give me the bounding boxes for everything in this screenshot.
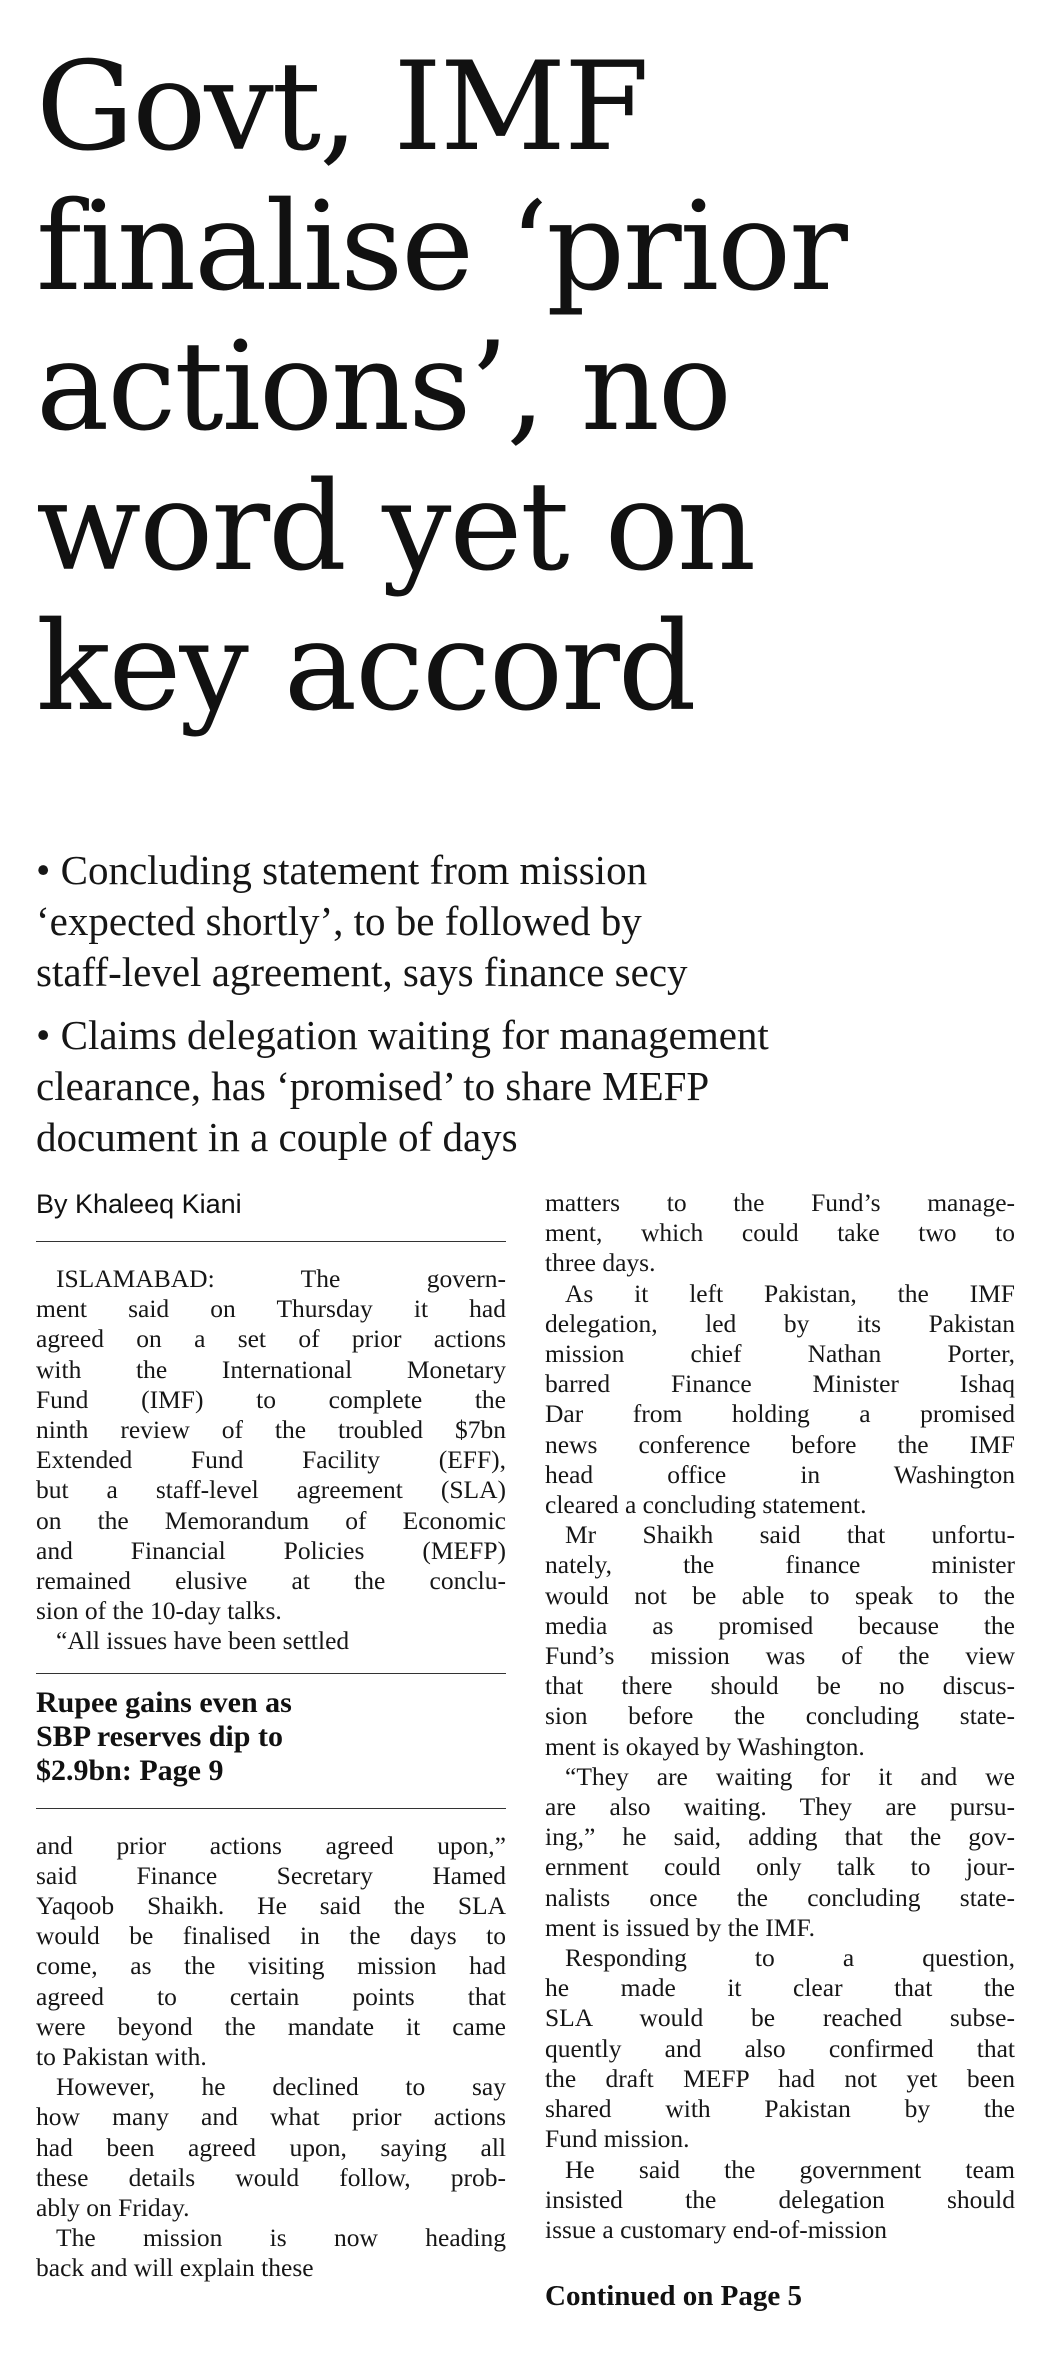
text-line: ernment could only talk to jour- — [545, 1852, 1015, 1882]
text-line: Fund (IMF) to complete the — [36, 1384, 506, 1414]
text-line: but a staff-level agreement (SLA) — [36, 1475, 506, 1505]
paragraph-2-start — [36, 1626, 506, 1656]
paragraph-2-continued — [36, 1831, 506, 2073]
text-line: had been agreed upon, saying all — [36, 2132, 506, 2162]
text-line: $2.9bn: Page 9 — [36, 1753, 224, 1787]
paragraph-6 — [545, 1520, 1015, 1762]
text-line: ment said on Thursday it had — [36, 1294, 506, 1324]
text-line: ‘expected shortly’, to be followed by — [36, 898, 642, 944]
text-line: he made it clear that the — [545, 1973, 1015, 2003]
text-line: SBP reserves dip to — [36, 1719, 283, 1753]
paragraph-4 — [36, 2223, 506, 2283]
text-line: clearance, has ‘promised’ to share MEFP — [36, 1063, 710, 1109]
text-line: delegation, led by its Pakistan — [545, 1308, 1015, 1338]
text-line: matters to the Fund’s manage- — [545, 1188, 1015, 1217]
text-line: • Claims delegation waiting for management — [36, 1012, 769, 1058]
text-line: The mission is now heading — [56, 2223, 506, 2253]
headline — [36, 38, 1026, 738]
text-line: three days. — [545, 1248, 656, 1278]
text-line: back and will explain these — [36, 2253, 314, 2283]
text-line: Extended Fund Facility (EFF), — [36, 1445, 506, 1475]
text-line: barred Finance Minister Ishaq — [545, 1369, 1015, 1399]
text-line: issue a customary end-of-mission — [545, 2214, 888, 2244]
text-line: agreed to certain points that — [36, 1981, 506, 2011]
text-line: would not be able to speak to the — [545, 1580, 1015, 1610]
page-9-teaser[interactable] — [36, 1673, 506, 1809]
text-line: However, he declined to say — [56, 2072, 506, 2102]
text-line: ment is okayed by Washington. — [545, 1731, 865, 1761]
deck-bullet-2 — [36, 1010, 1026, 1163]
text-line: Mr Shaikh said that unfortu- — [565, 1520, 1015, 1550]
text-line: As it left Pakistan, the IMF — [565, 1278, 1015, 1308]
text-line: ably on Friday. — [36, 2193, 190, 2223]
text-line: head office in Washington — [545, 1459, 1015, 1489]
text-line: with the International Monetary — [36, 1354, 506, 1384]
text-line: sion before the concluding state- — [545, 1701, 1015, 1731]
headline-line: Govt, IMF — [36, 36, 648, 179]
headline-line: finalise ‘prior — [36, 176, 846, 319]
text-line: are also waiting. They are pursu- — [545, 1792, 1015, 1822]
text-line: agreed on a set of prior actions — [36, 1324, 506, 1354]
text-line: and Financial Policies (MEFP) — [36, 1535, 506, 1565]
right-column — [545, 1188, 1015, 2313]
text-line: shared with Pakistan by the — [545, 2094, 1015, 2124]
text-line: sion of the 10-day talks. — [36, 1596, 282, 1626]
text-line: on the Memorandum of Economic — [36, 1505, 506, 1535]
text-line: ment, which could take two to — [545, 1218, 1015, 1248]
byline: By Khaleeq Kiani — [36, 1185, 506, 1242]
text-line: ISLAMABAD: The govern- — [56, 1264, 506, 1293]
text-line: and prior actions agreed upon,” — [36, 1830, 506, 1860]
text-line: Dar from holding a promised — [545, 1399, 1015, 1429]
text-line: staff-level agreement, says finance secy — [36, 949, 688, 995]
text-line: would be finalised in the days to — [36, 1921, 506, 1951]
text-line: quently and also confirmed that — [545, 2033, 1015, 2063]
text-line: that there should be no discus- — [545, 1671, 1015, 1701]
text-line: Responding to a question, — [565, 1943, 1015, 1973]
paragraph-9 — [545, 2155, 1015, 2246]
headline-line: key accord — [36, 596, 695, 739]
headline-line: word yet on — [36, 456, 755, 599]
text-line: ment is issued by the IMF. — [545, 1912, 815, 1942]
text-line: remained elusive at the conclu- — [36, 1566, 506, 1596]
text-line: said Finance Secretary Hamed — [36, 1860, 506, 1890]
text-line: mission chief Nathan Porter, — [545, 1339, 1015, 1369]
text-line: • Concluding statement from mission — [36, 847, 648, 893]
text-line: come, as the visiting mission had — [36, 1951, 506, 1981]
left-column — [36, 1185, 506, 2284]
text-line: ing,” he said, adding that the gov- — [545, 1822, 1015, 1852]
paragraph-8 — [545, 1943, 1015, 2154]
continued-on-page-5-link[interactable]: Continued on Page 5 — [545, 2280, 803, 2313]
text-line: Fund’s mission was of the view — [545, 1641, 1015, 1671]
text-line: how many and what prior actions — [36, 2102, 506, 2132]
paragraph-5 — [545, 1279, 1015, 1521]
paragraph-3 — [36, 2072, 506, 2223]
deck-bullet-1 — [36, 845, 1026, 998]
paragraph-2-first-line: “All issues have been settled — [56, 1626, 350, 1656]
text-line: were beyond the mandate it came — [36, 2011, 506, 2041]
text-line: “They are waiting for it and we — [565, 1761, 1015, 1791]
text-line: news conference before the IMF — [545, 1429, 1015, 1459]
headline-line: actions’, no — [36, 316, 730, 459]
text-line: nalists once the concluding state- — [545, 1882, 1015, 1912]
text-line: media as promised because the — [545, 1610, 1015, 1640]
text-line: Yaqoob Shaikh. He said the SLA — [36, 1891, 506, 1921]
text-line: ninth review of the troubled $7bn — [36, 1415, 506, 1445]
text-line: insisted the delegation should — [545, 2184, 1015, 2214]
text-line: nately, the finance minister — [545, 1550, 1015, 1580]
text-line: document in a couple of days — [36, 1114, 518, 1160]
text-line: SLA would be reached subse- — [545, 2003, 1015, 2033]
text-line: cleared a concluding statement. — [545, 1490, 867, 1520]
text-line: these details would follow, prob- — [36, 2162, 506, 2192]
text-line: He said the government team — [565, 2154, 1015, 2184]
text-line: Rupee gains even as — [36, 1685, 292, 1719]
paragraph-4-continued — [545, 1188, 1015, 1279]
deck-bullets — [36, 845, 1026, 1175]
text-line: to Pakistan with. — [36, 2042, 207, 2072]
paragraph-7 — [545, 1762, 1015, 1943]
text-line: the draft MEFP had not yet been — [545, 2063, 1015, 2093]
text-line: Fund mission. — [545, 2124, 690, 2154]
paragraph-1 — [36, 1264, 506, 1626]
